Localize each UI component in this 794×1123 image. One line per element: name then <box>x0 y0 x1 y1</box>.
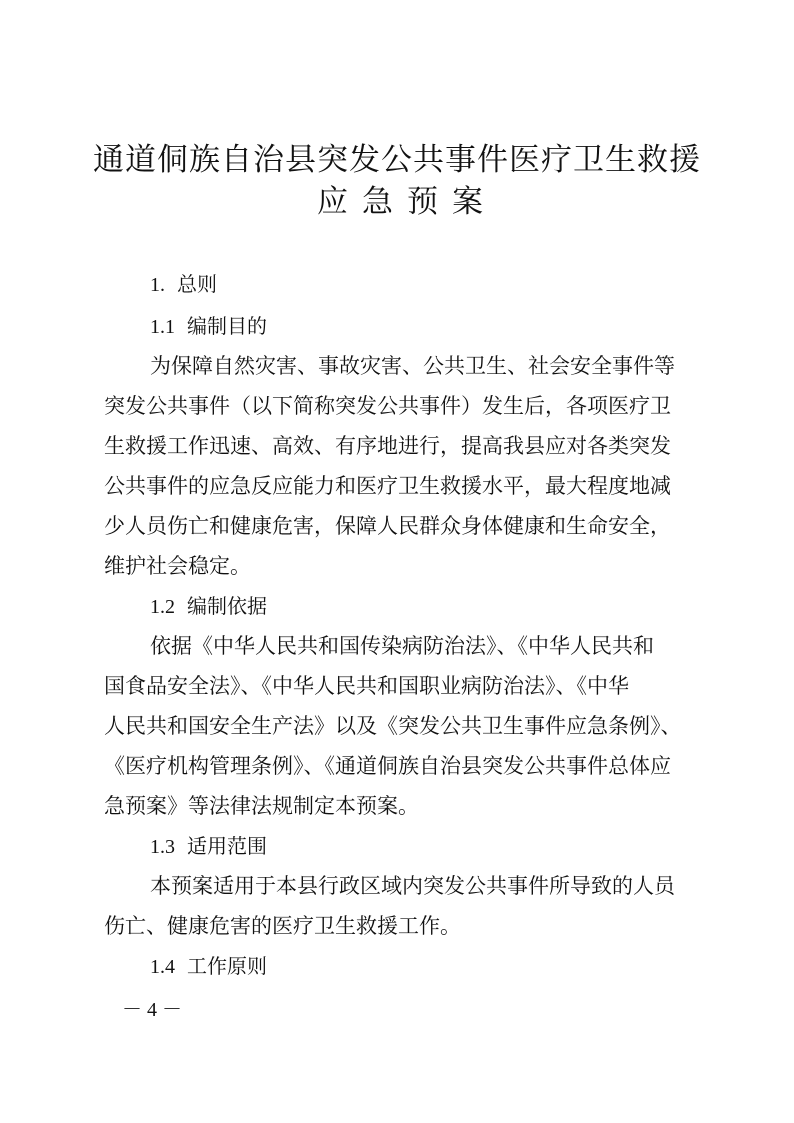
paragraph-line: 人民共和国安全生产法》以及《突发公共卫生事件应急条例》、 <box>104 714 682 738</box>
page-number: － 4 － <box>122 999 182 1021</box>
section-title: 工作原则 <box>187 954 267 978</box>
paragraph-line: 依据《中华人民共和国传染病防治法》、《中华人民共和 <box>150 634 654 658</box>
section-title: 编制依据 <box>187 594 267 618</box>
paragraph-line: 国食品安全法》、《中华人民共和国职业病防治法》、《中华 <box>104 674 629 698</box>
document-title-line-1: 通道侗族自治县突发公共事件医疗卫生救援 <box>93 142 701 178</box>
section-number: 1. <box>150 274 165 296</box>
section-heading-general <box>150 270 217 299</box>
paragraph-line: 生救援工作迅速、高效、有序地进行，提高我县应对各类突发 <box>104 434 671 458</box>
section-number: 1.2 <box>150 596 175 618</box>
paragraph-line: 本预案适用于本县行政区域内突发公共事件所导致的人员 <box>150 874 675 898</box>
paragraph-line: 《医疗机构管理条例》、《通道侗族自治县突发公共事件总体应 <box>104 754 671 778</box>
section-number: 1.1 <box>150 316 175 338</box>
paragraph-line: 公共事件的应急反应能力和医疗卫生救援水平，最大程度地减 <box>104 474 671 498</box>
paragraph-line: 为保障自然灾害、事故灾害、公共卫生、社会安全事件等 <box>150 354 675 378</box>
paragraph-line: 维护社会稳定。 <box>104 554 251 578</box>
paragraph-line: 突发公共事件（以下简称突发公共事件）发生后，各项医疗卫 <box>104 394 671 418</box>
section-number: 1.3 <box>150 836 175 858</box>
section-number: 1.4 <box>150 956 175 978</box>
document-title-line-2: 应急预案 <box>317 184 497 220</box>
section-heading-principles <box>150 952 267 981</box>
paragraph-line: 伤亡、健康危害的医疗卫生救援工作。 <box>104 914 461 938</box>
section-heading-purpose <box>150 312 267 341</box>
section-title: 总则 <box>177 272 217 296</box>
paragraph-line: 急预案》等法律法规制定本预案。 <box>104 794 419 818</box>
paragraph-line: 少人员伤亡和健康危害，保障人民群众身体健康和生命安全， <box>104 514 671 538</box>
section-title: 编制目的 <box>187 314 267 338</box>
section-heading-scope <box>150 832 267 861</box>
section-title: 适用范围 <box>187 834 267 858</box>
section-heading-basis <box>150 592 267 621</box>
